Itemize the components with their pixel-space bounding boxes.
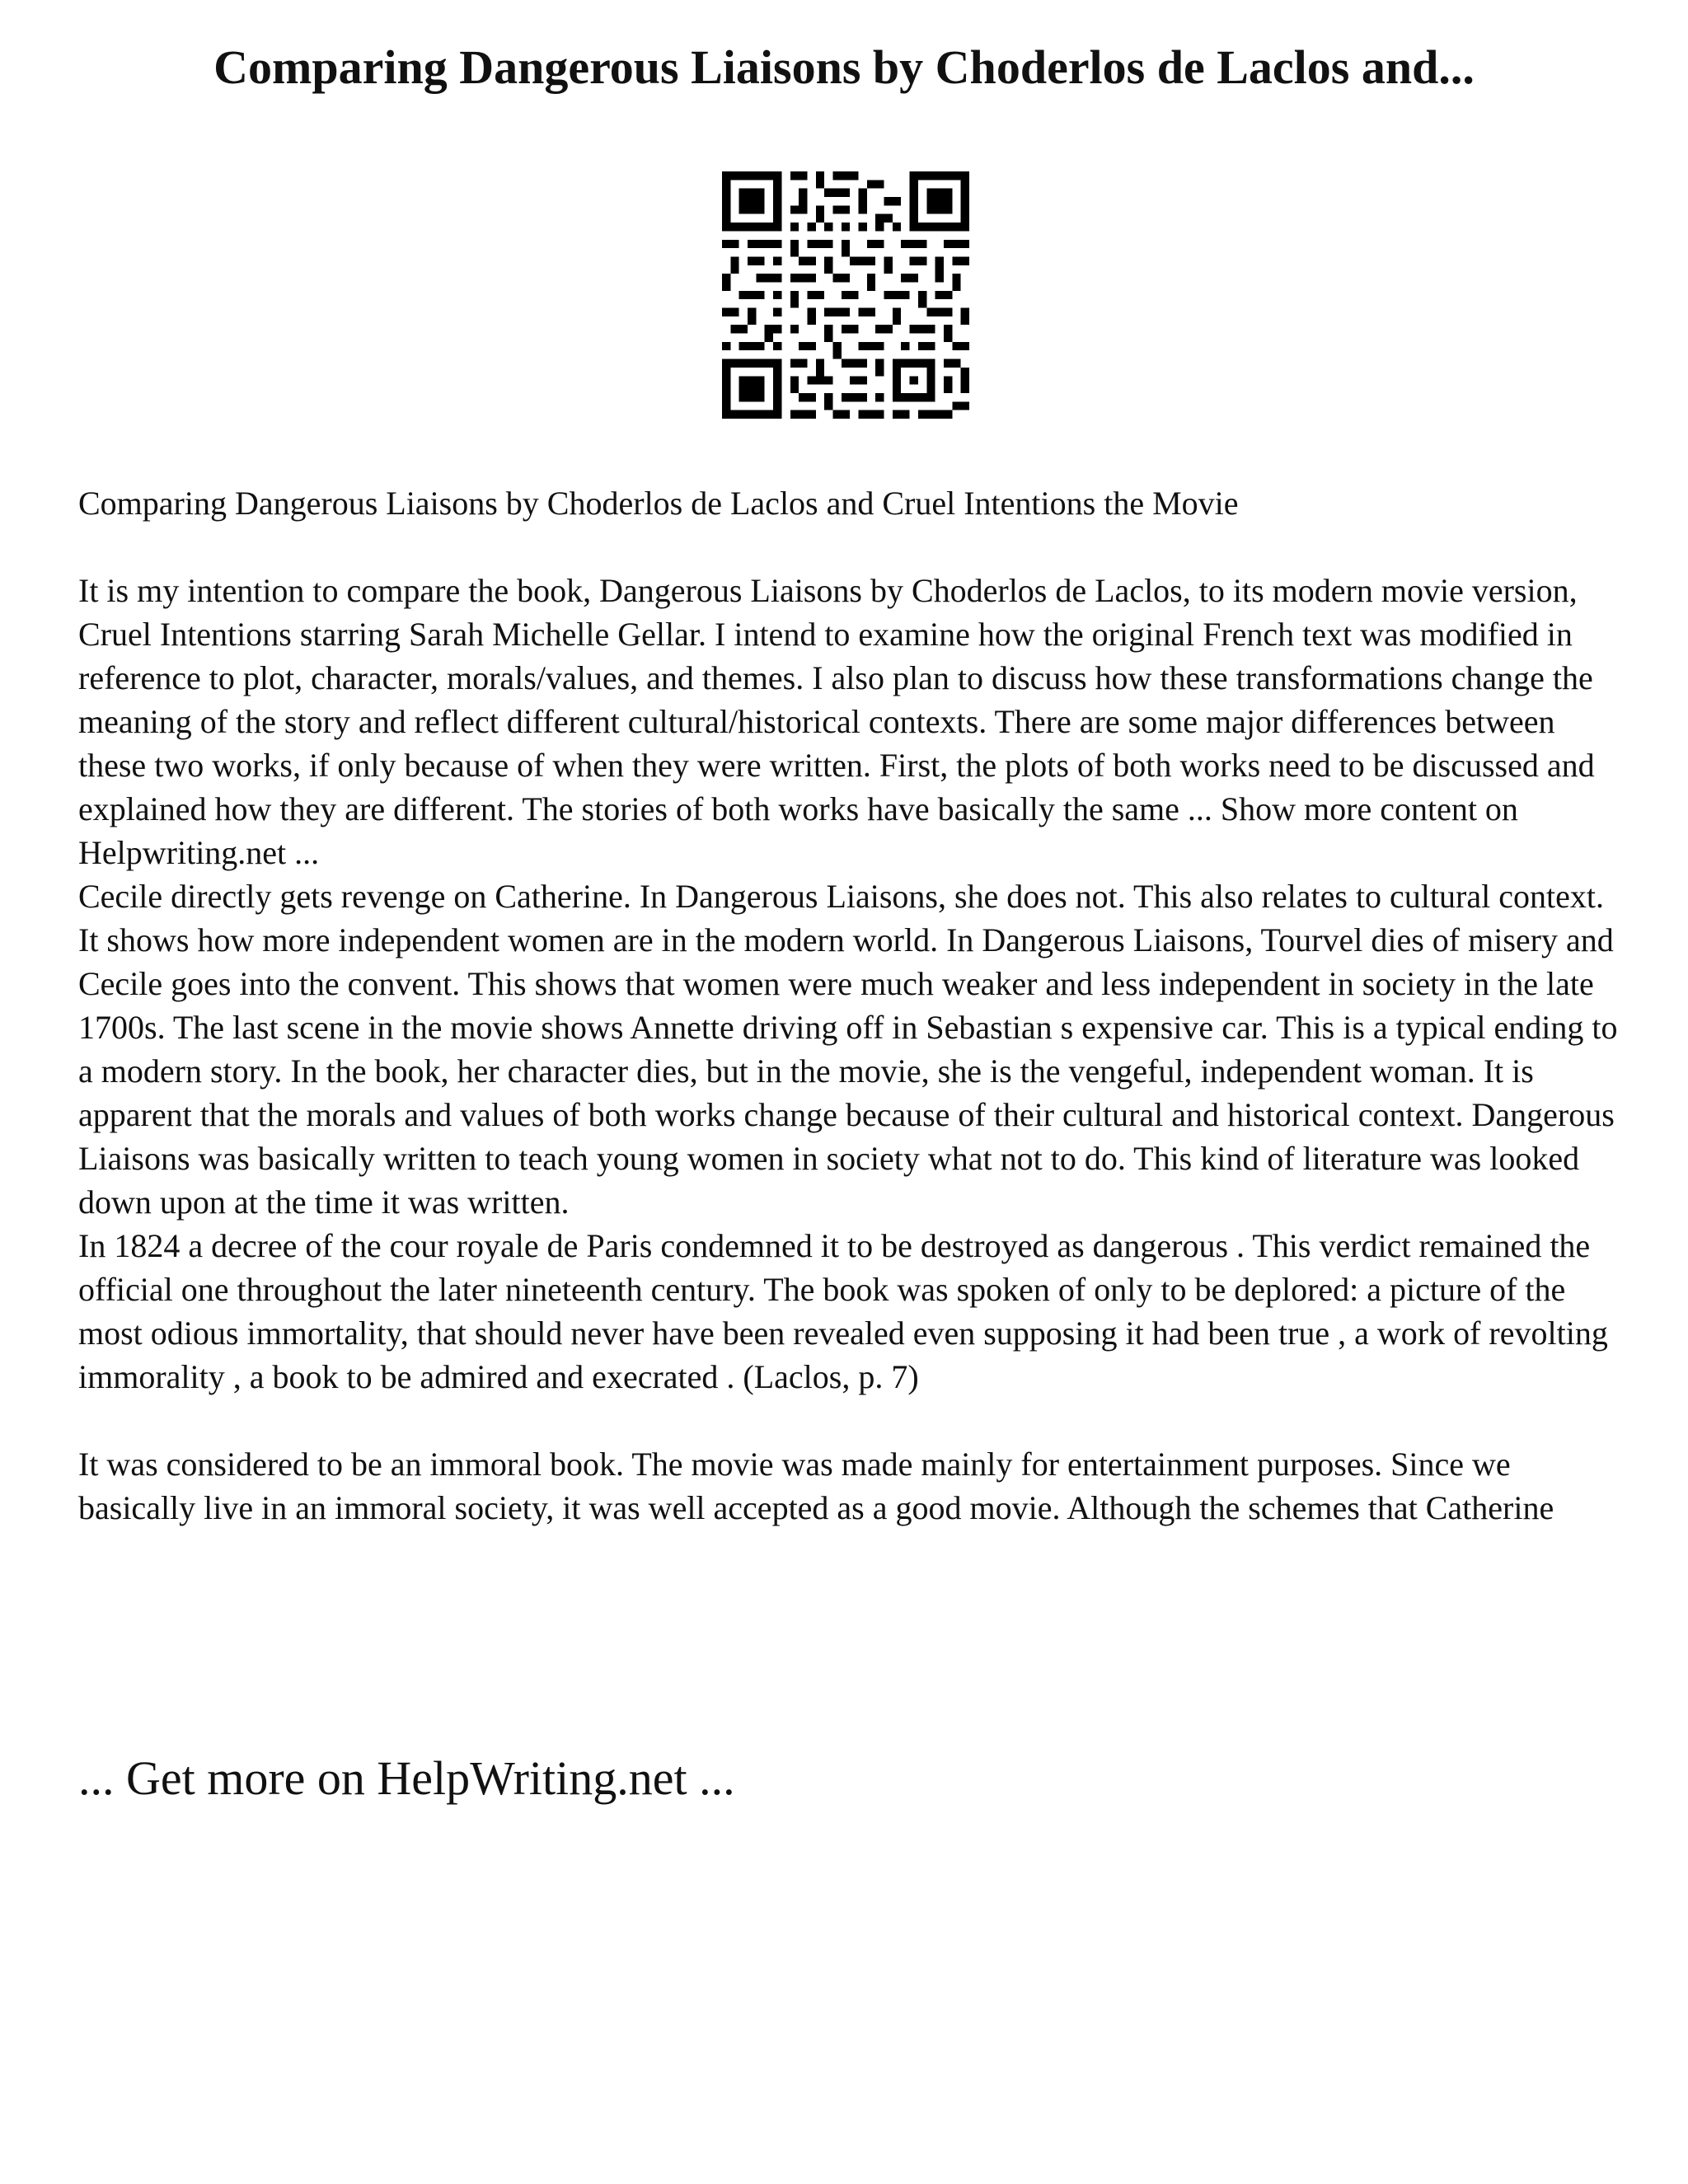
paragraph-spacer [78,1399,1628,1442]
paragraph: It is my intention to compare the book, Dangerous Liaisons by Choderlos de Laclos, to its modern movie version, Cruel Intentions starring Sarah Michelle Gellar. I intend to examine how the original French text was modified in reference to plot, character, morals/values, and themes. I also plan to discuss how these transformations change the meaning of the story and reflect different cultural/historical contexts. There are some major differences between these two works, if only because of when they were written. First, the plots of both works need to be discussed and explained how they are different. The stories of both works have basically the same ... Show more content on Helpwriting.net ... [78,572,1595,871]
qr-code-icon [722,171,969,419]
paragraph: In 1824 a decree of the cour royale de Paris condemned it to be destroyed as dangerous . This verdict remained the official one throughout the later nineteenth century. The book was spoken of only to be deplored: a picture of the most odious immortality, that should never have been revealed even supposing it had been true , a work of revolting immorality , a book to be admired and execrated . (Laclos, p. 7) [78,1227,1608,1395]
page-title: Comparing Dangerous Liaisons by Choderlos de Laclos and... [213,40,1475,94]
get-more-link[interactable]: ... Get more on HelpWriting.net ... [78,1751,735,1805]
article-subtitle: Comparing Dangerous Liaisons by Choderlos de Laclos and Cruel Intentions the Movie [78,485,1239,522]
paragraph: Cecile directly gets revenge on Catherine. In Dangerous Liaisons, she does not. This also relates to cultural context. It shows how more independent women are in the modern world. In Dangerous Liaisons, Tourvel dies of misery and Cecile goes into the convent. This shows that women were much weaker and less independent in society in the late 1700s. The last scene in the movie shows Annette driving off in Sebastian s expensive car. This is a typical ending to a modern story. In the book, her character dies, but in the movie, she is the vengeful, independent woman. It is apparent that the morals and values of both works change because of their cultural and historical context. Dangerous Liaisons was basically written to teach young women in society what not to do. This kind of literature was looked down upon at the time it was written. [78,878,1618,1221]
article-body [78,481,1628,1530]
paragraph-spacer [78,525,1628,569]
qr-code-image [722,171,969,419]
paragraph: It was considered to be an immoral book. The movie was made mainly for entertainment purposes. Since we basically live in an immoral society, it was well accepted as a good movie. Although the schemes that Catherine [78,1446,1554,1526]
